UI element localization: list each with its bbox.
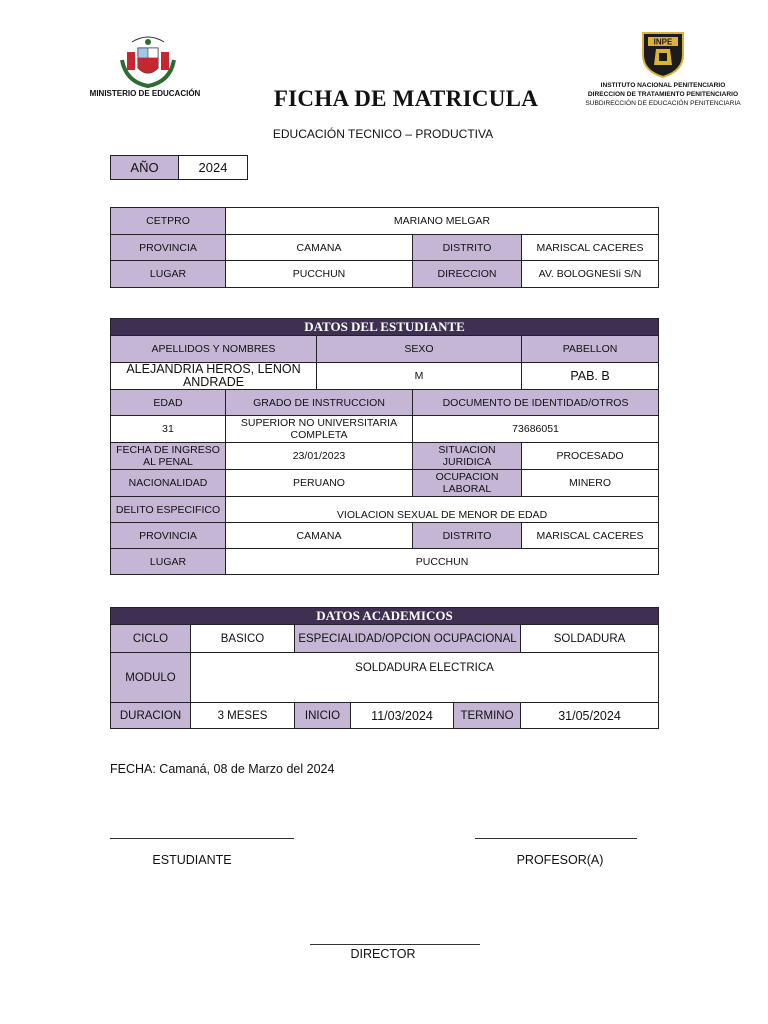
duracion-value: 3 MESES <box>191 703 295 729</box>
modulo-value: SOLDADURA ELECTRICA <box>191 653 659 703</box>
student-distrito-value: MARISCAL CACERES <box>522 523 659 549</box>
documento-value: 73686051 <box>413 416 659 443</box>
nacionalidad-value: PERUANO <box>226 470 413 497</box>
director-signature-line <box>310 944 480 945</box>
academic-table <box>110 607 659 729</box>
cetpro-label: CETPRO <box>111 208 226 235</box>
grado-label: GRADO DE INSTRUCCION <box>226 390 413 416</box>
student-section-title: DATOS DEL ESTUDIANTE <box>111 319 659 336</box>
svg-text:INPE: INPE <box>653 37 673 47</box>
inpe-line-2: DIRECCION DE TRATAMIENTO PENITENCIARIO <box>587 91 739 98</box>
nacionalidad-label: NACIONALIDAD <box>111 470 226 497</box>
distrito-label: DISTRITO <box>413 235 522 261</box>
direccion-value: AV. BOLOGNESIi S/N <box>522 261 659 288</box>
distrito-value: MARISCAL CACERES <box>522 235 659 261</box>
termino-label: TERMINO <box>454 703 521 729</box>
ingreso-value: 23/01/2023 <box>226 443 413 470</box>
fecha-text: FECHA: Camaná, 08 de Marzo del 2024 <box>110 762 335 776</box>
delito-value: VIOLACION SEXUAL DE MENOR DE EDAD <box>226 497 659 523</box>
academic-section-title: DATOS ACADEMICOS <box>111 608 659 625</box>
lugar-label: LUGAR <box>111 261 226 288</box>
nombres-label: APELLIDOS Y NOMBRES <box>111 336 317 363</box>
sexo-label: SEXO <box>317 336 522 363</box>
ciclo-value: BASICO <box>191 625 295 653</box>
situacion-value: PROCESADO <box>522 443 659 470</box>
grado-value: SUPERIOR NO UNIVERSITARIA COMPLETA <box>226 416 413 443</box>
profesor-signature-line <box>475 838 637 839</box>
inpe-line-3: SUBDIRECCIÓN DE EDUCACIÓN PENITENCIARIA <box>585 100 741 107</box>
profesor-signature-label: PROFESOR(A) <box>516 853 604 867</box>
edad-value: 31 <box>111 416 226 443</box>
duracion-label: DURACION <box>111 703 191 729</box>
lugar-value: PUCCHUN <box>226 261 413 288</box>
sexo-value: M <box>317 363 522 390</box>
year-table <box>110 155 248 180</box>
cetpro-value: MARIANO MELGAR <box>226 208 659 235</box>
provincia-label: PROVINCIA <box>111 235 226 261</box>
especialidad-value: SOLDADURA <box>521 625 659 653</box>
estudiante-signature-line <box>110 838 294 839</box>
pabellon-value: PAB. B <box>522 363 659 390</box>
student-lugar-value: PUCCHUN <box>226 549 659 575</box>
ingreso-label: FECHA DE INGRESO AL PENAL <box>111 443 226 470</box>
year-label: AÑO <box>111 156 179 180</box>
inpe-line-1: INSTITUTO NACIONAL PENITENCIARIO <box>600 82 726 89</box>
edad-label: EDAD <box>111 390 226 416</box>
documento-label: DOCUMENTO DE IDENTIDAD/OTROS <box>413 390 659 416</box>
student-lugar-label: LUGAR <box>111 549 226 575</box>
student-distrito-label: DISTRITO <box>413 523 522 549</box>
especialidad-label: ESPECIALIDAD/OPCION OCUPACIONAL <box>295 625 521 653</box>
direccion-label: DIRECCION <box>413 261 522 288</box>
director-signature-label: DIRECTOR <box>350 947 416 961</box>
ciclo-label: CICLO <box>111 625 191 653</box>
cetpro-table <box>110 207 659 288</box>
delito-label: DELITO ESPECIFICO <box>111 497 226 523</box>
inicio-value: 11/03/2024 <box>351 703 454 729</box>
page-title: FICHA DE MATRICULA <box>273 86 539 111</box>
provincia-value: CAMANA <box>226 235 413 261</box>
ocupacion-value: MINERO <box>522 470 659 497</box>
page-subtitle: EDUCACIÓN TECNICO – PRODUCTIVA <box>272 127 494 141</box>
peru-coat-of-arms-icon <box>118 30 178 90</box>
modulo-label: MODULO <box>111 653 191 703</box>
ministry-name: MINISTERIO DE EDUCACIÓN <box>89 89 201 98</box>
inicio-label: INICIO <box>295 703 351 729</box>
student-provincia-value: CAMANA <box>226 523 413 549</box>
year-value: 2024 <box>179 156 248 180</box>
inpe-institution-text <box>582 81 744 108</box>
student-provincia-label: PROVINCIA <box>111 523 226 549</box>
situacion-label: SITUACION JURIDICA <box>413 443 522 470</box>
inpe-logo-icon <box>638 29 688 79</box>
pabellon-label: PABELLON <box>522 336 659 363</box>
termino-value: 31/05/2024 <box>521 703 659 729</box>
ocupacion-label: OCUPACION LABORAL <box>413 470 522 497</box>
student-table <box>110 318 659 575</box>
nombres-value: ALEJANDRIA HEROS, LENON ANDRADE <box>111 363 317 390</box>
estudiante-signature-label: ESTUDIANTE <box>152 853 232 867</box>
